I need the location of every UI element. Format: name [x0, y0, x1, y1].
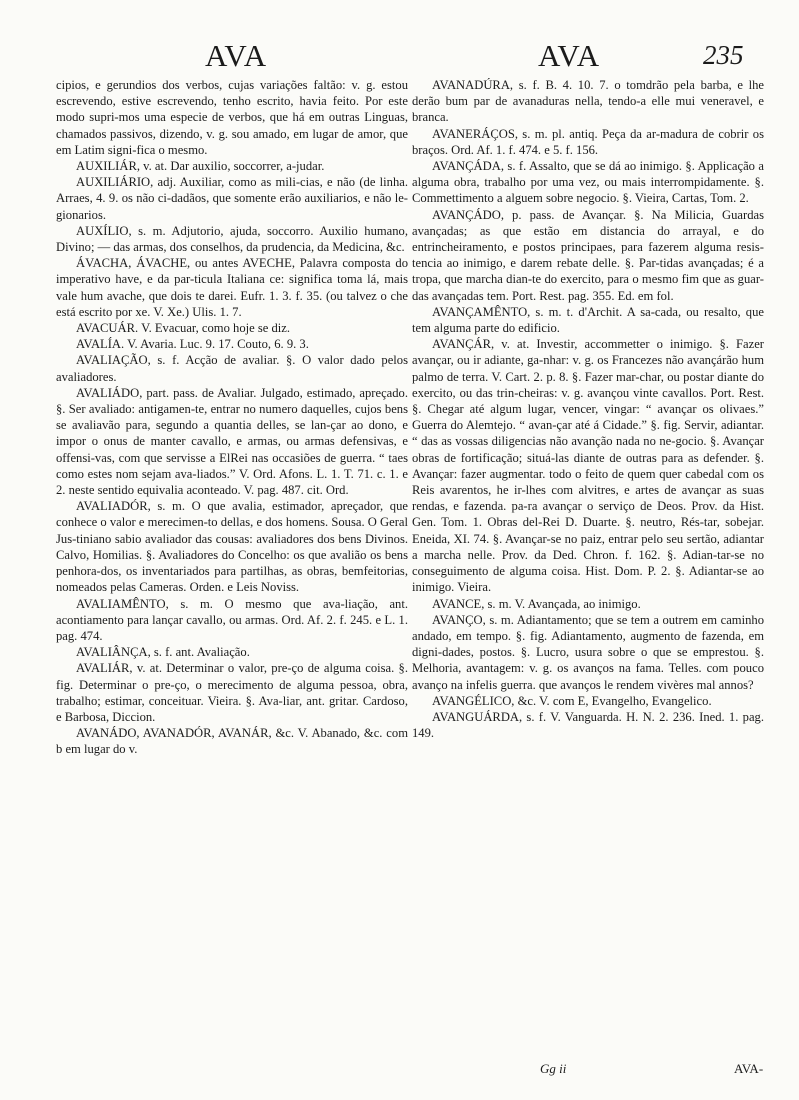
dictionary-entry: AVALIÁR, v. at. Determinar o valor, pre-ço de alguma coisa. §. fig. Determinar o pre-ço, o merecimento de alguma pessoa, obra, trabalho; estimar, conceituar. Vieira. §. Ava-liar, ant. gritar. Cardoso, e Barbosa, Diccion. — [56, 661, 408, 724]
dictionary-entry: AVALIÁDO, part. pass. de Avaliar. Julgado, estimado, apreçado. §. Ser avaliado: antigamen-te, entrar no numero daquelles, cujos bens se avaliavão para, segundo a quantia delles, se lan-çar ao dono, e impor o onus de manter cavallo, e armas, ou armas defensivas, e offensi-vas, com que servisse a ElRei nas occasiões de guerra. “ taes como estes nom sejam ava-liados.” V. Ord. Afons. L. 1. T. 71. c. 1. e 2. neste sentido equivalia aconteado. V. pag. 487. cit. Ord. — [56, 385, 408, 498]
left-column — [56, 77, 408, 758]
dictionary-entry: AUXILIÁR, v. at. Dar auxilio, soccorrer, a-judar. — [76, 159, 325, 174]
dictionary-entry: AVANGUÁRDA, s. f. V. Vanguarda. H. N. 2. 236. Ined. 1. pag. 149. — [412, 709, 764, 741]
dictionary-entry: AVALÍA. V. Avaria. Luc. 9. 17. Couto, 6. 9. 3. — [76, 337, 309, 352]
dictionary-entry: AVALIAMÊNTO, s. m. O mesmo que ava-liação, ant. acontiamento para lançar cavallo, ou armas. Ord. Af. 2. f. 245. e L. 1. pag. 474. — [56, 596, 408, 643]
running-head-left: AVA — [205, 38, 268, 73]
dictionary-entry: AVACUÁR. V. Evacuar, como hoje se diz. — [76, 321, 291, 336]
dictionary-entry: AVALIÂNÇA, s. f. ant. Avaliação. — [76, 645, 250, 660]
dictionary-entry: AVALIADÓR, s. m. O que avalia, estimador, apreçador, que conhece o valor e merecimen-to dellas, e dos homens. Sousa. O Geral Jus-tiniano sabio avaliador das cousas: avaliadores dos bens Divinos. Calvo, Homilias. §. Avaliadores do Concelho: os que avalião os bens penhora-dos, os inventariados para partilhas, as obras, bemfeitorias, nomeados pelas Cameras. Orden. e Leis Noviss. — [56, 499, 408, 595]
dictionary-entry: AVANÇO, s. m. Adiantamento; que se tem a outrem em caminho andado, em tempo. §. fig. Adiantamento, augmento de fazenda, em digni-dades, postos. §. Lucro, usura sobre o que se emprestou. §. Melhoria, avantagem: v. g. os avanços na fama. Telles. com pouco avanço na infelis guerra. que avanços le rendem vivères mal annos? — [412, 612, 764, 692]
dictionary-entry: AUXILIÁRIO, adj. Auxiliar, como as mili-cias, e não (de linha. Arraes, 4. 9. os não ci-dadãos, que somente erão auxiliarios, e não le-gionarios. — [56, 175, 408, 222]
signature-mark: Gg ii — [540, 1061, 567, 1076]
dictionary-entry: AVANÇAMÊNTO, s. m. t. d'Archit. A sa-cada, ou resalto, que tem alguma parte do edificio. — [412, 304, 764, 336]
dictionary-entry: AVANERÁÇOS, s. m. pl. antiq. Peça da ar-madura de cobrir os braços. Ord. Af. 1. f. 474. e 5. f. 156. — [412, 126, 764, 157]
dictionary-entry: cipios, e gerundios dos verbos, cujas variações faltão: v. g. estou escrevendo, estive escrevendo, tenho escrito, havia feito. Por este modo supri-mos uma especie de verbos, que há em outras Linguas, chamados passivos, dizendo, v. g. sou amado, em lugar de amor, que em Latim signi-fica o mesmo. — [56, 78, 408, 157]
dictionary-entry: AVANÁDO, AVANADÓR, AVANÁR, &c. V. Abanado, &c. com b em lugar do v. — [56, 726, 408, 757]
dictionary-entry: AVANCE, s. m. V. Avançada, ao inimigo. — [432, 596, 641, 611]
right-column — [412, 77, 764, 741]
running-head-right: AVA — [538, 38, 601, 73]
dictionary-entry: AVANADÚRA, s. f. B. 4. 10. 7. o tomdrão pela barba, e lhe derão bum par de avanaduras nella, tendo-a elle mui veneravel, e branca. — [412, 78, 764, 125]
dictionary-entry: AUXÍLIO, s. m. Adjutorio, ajuda, soccorro. Auxilio humano, Divino; — das armas, dos conselhos, da prudencia, da Medicina, &c. — [56, 223, 408, 255]
dictionary-entry: AVALIAÇÃO, s. f. Acção de avaliar. §. O valor dado pelos avaliadores. — [56, 353, 408, 384]
page-number: 235 — [703, 40, 744, 70]
dictionary-entry: AVANÇÁDO, p. pass. de Avançar. §. Na Milicia, Guardas avançadas; as que estão em distancia do arrayal, e do entrincheiramento, e postos principaes, para fazerem alguma resis-tencia ao inimigo, e darem rebate delle. §. Par-tidas avançadas; é a tropa, que marcha dian-te do exercito, para o mesmo fim que as guar-das avançadas tem. Port. Rest. pag. 355. Ed. em fol. — [412, 207, 764, 303]
catchword: AVA- — [734, 1061, 764, 1076]
dictionary-entry: AVANGÉLICO, &c. V. com E, Evangelho, Evangelico. — [432, 693, 712, 708]
dictionary-entry: AVANÇÁR, v. at. Investir, accommetter o inimigo. §. Fazer avançar, ou ir adiante, ga-nhar: v. g. os Francezes não avançárão hum palmo de terra. V. Cart. 2. p. 8. §. Fazer mar-char, ou postar diante do exercito, ou das trin-cheiras: v. g. avançou vinte cavallos. Port. Rest. §. Chegar até algum lugar, vencer, vingar: “ avançar os olivaes.” Guerra do Alemtejo. “ avan-çar até á Cidade.” §. fig. Servir, adiantar. “ das as vossas diligencias não avanção nada no ne-gocio. §. Avançar obras de fortificação; situá-las diante de outras para as defender. §. Avançar: fazer augmentar. todo o feito de quem quer cabedal com os Reis avarentos, he ir-lhes com alvitres, e artes de avançar as suas rendas, e fazenda. pa-ra avançar o serviço de Deos. Prov. da Hist. Gen. Tom. 1. Obras del-Rei D. Duarte. §. neutro, Rés-tar, sobejar. Eneida, XI. 74. §. Avançar-se no paiz, entrar pelo seu sertão, adiantar a marcha nelle. Prov. da Ded. Chron. f. 162. §. Adian-tar-se no conseguimento de alguma coisa. Hist. Dom. P. 2. §. Adiantar-se ao inimigo. Vieira. — [412, 337, 764, 595]
dictionary-entry: AVANÇÁDA, s. f. Assalto, que se dá ao inimigo. §. Applicação a alguma obra, trabalho por uma vez, ou mais interrompidamente. §. Commettimento a alguem sobre negocio. §. Vieira, Cartas, Tom. 2. — [412, 159, 764, 206]
dictionary-entry: ÁVACHA, ÁVACHE, ou antes AVECHE, Palavra composta do imperativo have, e da par-ticula Italiana ce: significa toma lá, mais vale hum avache, que dois te darei. Eufr. 1. 3. f. 35. (ou talvez o che está escrito por xe. V. Xe.) Ulis. 1. 7. — [56, 256, 408, 319]
